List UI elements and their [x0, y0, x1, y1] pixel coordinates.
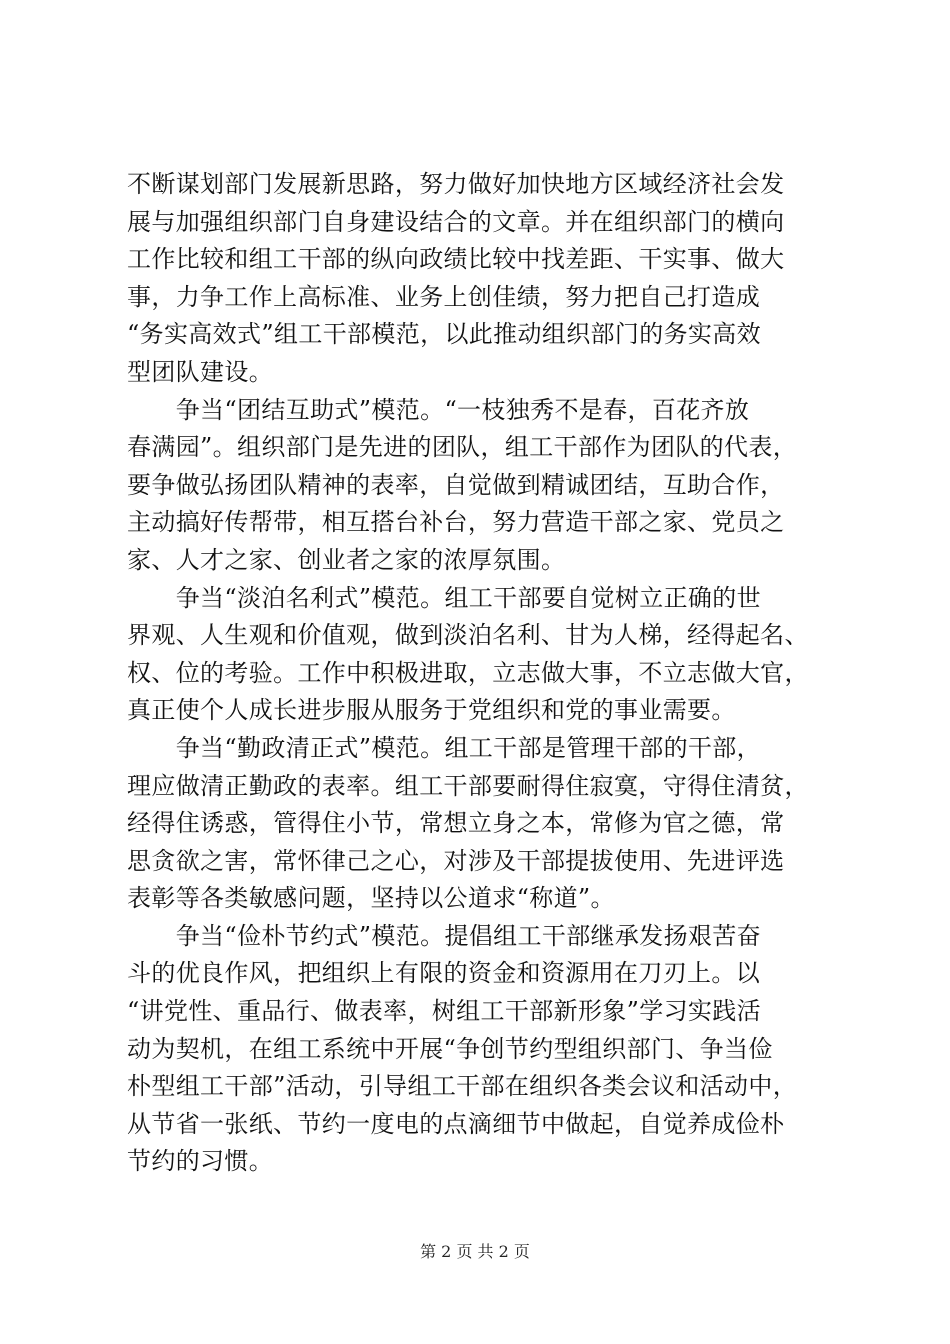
body-text-line: 主动搞好传帮带，相互搭台补台，努力营造干部之家、党员之 [127, 508, 785, 537]
body-text-line: 型团队建设。 [127, 357, 274, 386]
body-text-line: 要争做弘扬团队精神的表率，自觉做到精诚团结，互助合作， [127, 470, 785, 499]
body-text-line: 表彰等各类敏感问题，坚持以公道求“称道”。 [127, 884, 615, 913]
body-text-line: 春满园”。组织部门是先进的团队，组工干部作为团队的代表， [127, 433, 798, 462]
body-text-line: “务实高效式”组工干部模范，以此推动组织部门的务实高效 [127, 320, 761, 349]
body-text-line: 理应做清正勤政的表率。组工干部要耐得住寂寞，守得住清贫， [127, 771, 809, 800]
body-text-line: 节约的习惯。 [127, 1147, 274, 1176]
body-text-line: 工作比较和组工干部的纵向政绩比较中找差距、干实事、做大 [127, 245, 785, 274]
body-text-line: 争当“勤政清正式”模范。组工干部是管理干部的干部， [127, 733, 761, 762]
body-text-line: 动为契机，在组工系统中开展“争创节约型组织部门、争当俭 [127, 1034, 773, 1063]
body-text-line: 权、位的考验。工作中积极进取，立志做大事，不立志做大官， [127, 658, 809, 687]
body-text-line: “讲党性、重品行、做表率，树组工干部新形象”学习实践活 [127, 997, 761, 1026]
body-text-line: 真正使个人成长进步服从服务于党组织和党的事业需要。 [127, 696, 736, 725]
body-text-line: 朴型组工干部”活动，引导组工干部在组织各类会议和活动中， [127, 1072, 798, 1101]
body-text-line: 展与加强组织部门自身建设结合的文章。并在组织部门的横向 [127, 207, 785, 236]
body-text-line: 从节省一张纸、节约一度电的点滴细节中做起，自觉养成俭朴 [127, 1109, 785, 1138]
body-text-line: 不断谋划部门发展新思路，努力做好加快地方区域经济社会发 [127, 170, 785, 198]
body-text-line: 争当“淡泊名利式”模范。组工干部要自觉树立正确的世 [127, 583, 761, 612]
body-text-line: 争当“团结互助式”模范。“一枝独秀不是春，百花齐放 [127, 395, 750, 424]
body-text-line: 事，力争工作上高标准、业务上创佳绩，努力把自己打造成 [127, 282, 761, 311]
body-text-line: 经得住诱惑，管得住小节，常想立身之本，常修为官之德，常 [127, 809, 785, 838]
body-text-line: 争当“俭朴节约式”模范。提倡组工干部继承发扬艰苦奋 [127, 921, 761, 950]
page-number-footer: 第 2 页 共 2 页 [420, 1242, 530, 1261]
body-text-line: 思贪欲之害，常怀律己之心，对涉及干部提拔使用、先进评选 [127, 846, 785, 875]
document-body [127, 166, 833, 1181]
body-text-line: 界观、人生观和价值观，做到淡泊名利、甘为人梯，经得起名、 [127, 621, 809, 650]
body-text-line: 家、人才之家、创业者之家的浓厚氛围。 [127, 545, 566, 574]
body-text-line: 斗的优良作风，把组织上有限的资金和资源用在刀刃上。以 [127, 959, 761, 988]
